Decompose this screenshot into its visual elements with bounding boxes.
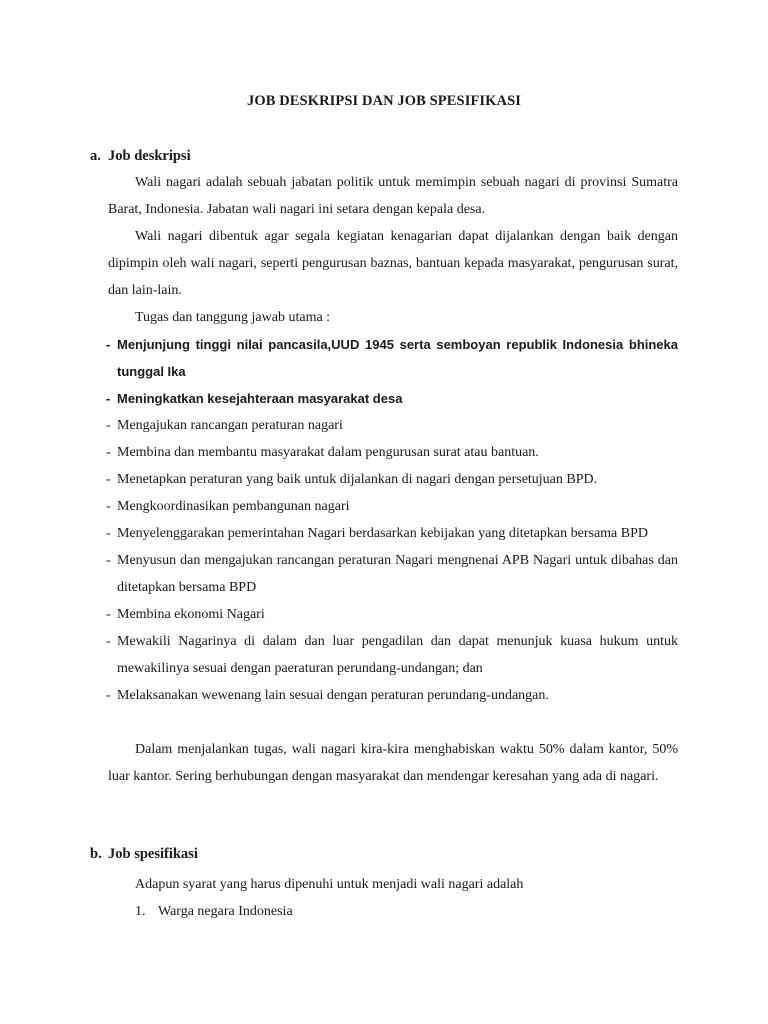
section-a-heading	[90, 148, 191, 165]
requirement-item	[135, 898, 293, 925]
requirement-number: 1.	[135, 904, 146, 919]
section-b-letter: b.	[90, 846, 102, 862]
duty-item: - Meningkatkan kesejahteraan masyarakat desa	[106, 385, 678, 412]
requirements-list	[135, 898, 293, 925]
duty-item: - Menjunjung tinggi nilai pancasila,UUD 1945 serta semboyan republik Indonesia bhineka tunggal Ika	[106, 331, 678, 385]
duty-item: - Menyusun dan mengajukan rancangan peraturan Nagari mengnenai APB Nagari untuk dibahas dan ditetapkan bersama BPD	[106, 547, 678, 601]
duty-item: - Membina ekonomi Nagari	[106, 601, 678, 628]
document-title: JOB DESKRIPSI DAN JOB SPESIFIKASI	[246, 93, 522, 109]
requirement-text: Warga negara Indonesia	[158, 904, 293, 919]
section-b-title: Job spesifikasi	[108, 846, 198, 862]
job-description-paragraph-2: Wali nagari dibentuk agar segala kegiatan kenagarian dapat dijalankan dengan baik dengan dipimpin oleh wali nagari, seperti pengurusan baznas, bantuan kepada masyarakat, pengurusan surat, dan lain-lain.	[108, 229, 678, 298]
duty-item: - Mewakili Nagarinya di dalam dan luar pengadilan dan dapat menunjuk kuasa hukum untuk mewakilinya sesuai dengan paeraturan perundang-undangan; dan	[106, 628, 678, 682]
duties-intro: Tugas dan tanggung jawab utama :	[135, 310, 331, 325]
duties-list	[106, 331, 678, 709]
duty-item: - Menetapkan peraturan yang baik untuk dijalankan di nagari dengan persetujuan BPD.	[106, 466, 678, 493]
section-b-heading	[90, 846, 198, 863]
duty-item: - Menyelenggarakan pemerintahan Nagari berdasarkan kebijakan yang ditetapkan bersama BPD	[106, 520, 678, 547]
section-a-letter: a.	[90, 148, 101, 164]
requirements-intro: Adapun syarat yang harus dipenuhi untuk menjadi wali nagari adalah	[135, 877, 524, 892]
job-description-paragraph-1: Wali nagari adalah sebuah jabatan politik untuk memimpin sebuah nagari di provinsi Sumatra Barat, Indonesia. Jabatan wali nagari ini setara dengan kepala desa.	[108, 175, 678, 217]
job-description-paragraph-4: Dalam menjalankan tugas, wali nagari kira-kira menghabiskan waktu 50% dalam kantor, 50% luar kantor. Sering berhubungan dengan masyarakat dan mendengar keresahan yang ada di nagari.	[108, 742, 678, 784]
duty-item: - Mengajukan rancangan peraturan nagari	[106, 412, 678, 439]
duty-item: - Melaksanakan wewenang lain sesuai dengan peraturan perundang-undangan.	[106, 682, 678, 709]
section-a-title: Job deskripsi	[108, 148, 191, 164]
duty-item: - Mengkoordinasikan pembangunan nagari	[106, 493, 678, 520]
duty-item: - Membina dan membantu masyarakat dalam pengurusan surat atau bantuan.	[106, 439, 678, 466]
